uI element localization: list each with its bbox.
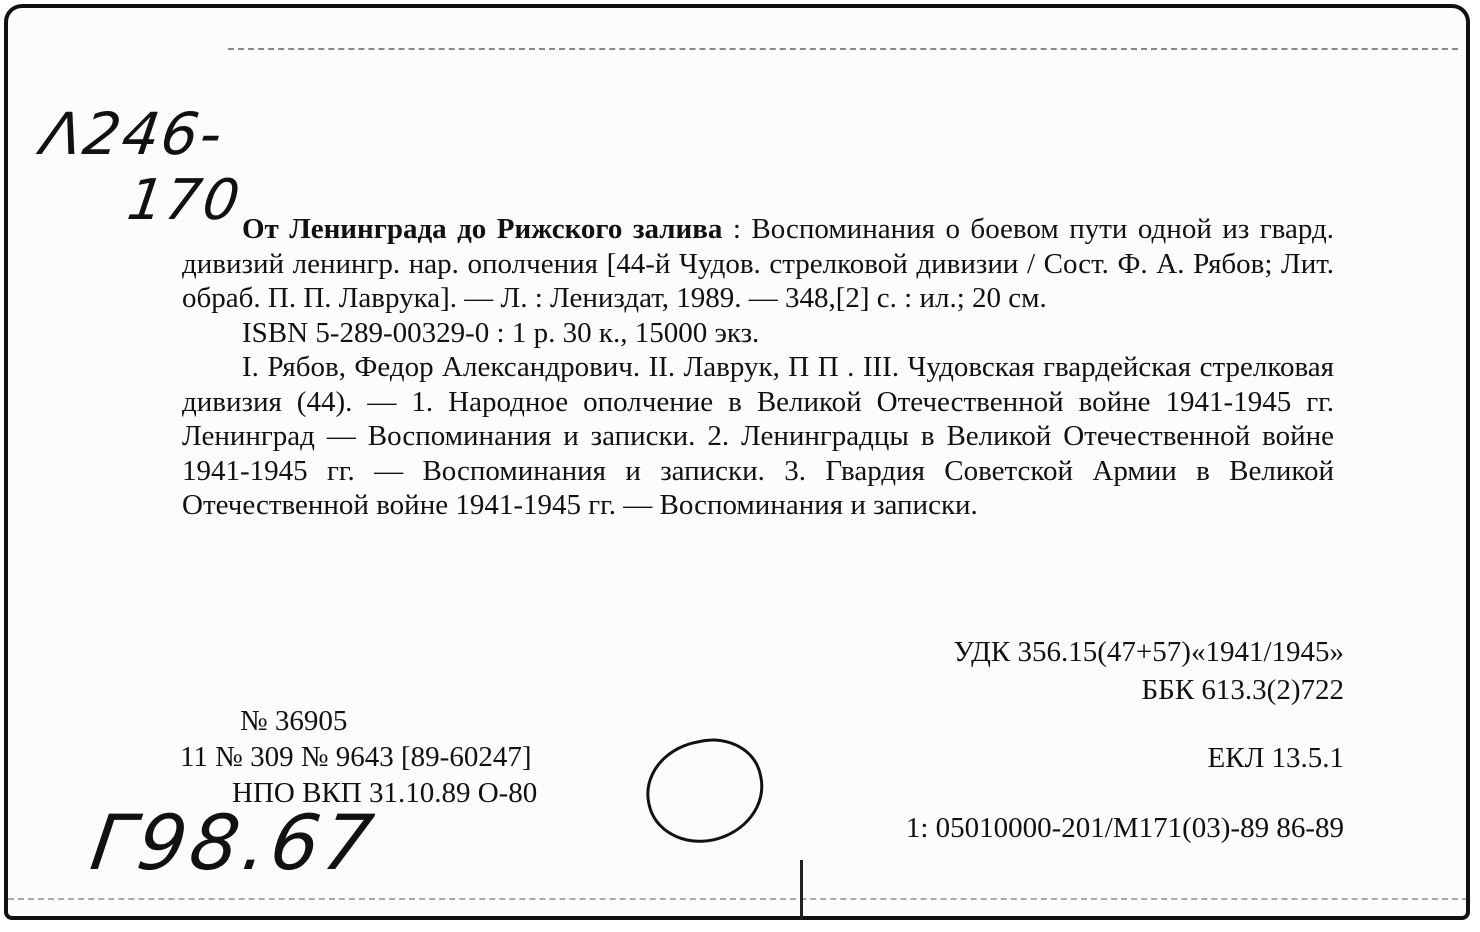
handwritten-shelf-mark: Г98.67 [85, 798, 383, 887]
catalog-code: 1: 05010000-201/М171(03)-89 86-89 [905, 812, 1344, 844]
handwritten-call-number-line2: 170 [123, 168, 246, 233]
entry-subjects: I. Рябов, Федор Александрович. II. Лаврук, П П . III. Чудовская гвардейская стрелковая дивизия (44). — 1. Народное ополчение в Великой Отечественной войне 1941-1945 гг. Ленинград — Воспоминания и записки. 2. Ленинградцы в Великой Отечественной войне 1941-1945 гг. — Воспоминания и записки. 3. Гвардия Советской Армии в Великой Отечественной войне 1941-1945 гг. — Воспоминания и записки. [182, 351, 1334, 521]
udk-code: УДК 356.15(47+57)«1941/1945» [953, 636, 1344, 668]
top-dashed-line [228, 48, 1458, 50]
bottom-dashed-line [8, 898, 1468, 900]
bbk-code: ББК 613.3(2)722 [1141, 674, 1344, 706]
handwritten-call-number-line1: Λ246- [37, 100, 229, 168]
order-number-line: 11 № 309 № 9643 [89-60247] [180, 741, 532, 773]
printing-line: НПО ВКП 31.10.89 О-80 [232, 777, 538, 809]
entry-body: : Воспоминания о боевом пути одной из гвард. дивизий ленингр. нар. ополчения [44-й Чудов. стрелковой дивизии / Сост. Ф. А. Рябов; Лит. обраб. П. П. Лаврука]. — Л. : Лениздат, 1989. — 348,[2] с. : ил.; 20 см. [182, 213, 1334, 314]
card-number: № 36905 [240, 705, 348, 737]
ekl-code: ЕКЛ 13.5.1 [1207, 742, 1344, 774]
entry-isbn: ISBN 5-289-00329-0 : 1 р. 30 к., 15000 экз. [242, 316, 760, 349]
entry-title: От Ленинграда до Рижского залива [242, 213, 723, 245]
bibliographic-entry [182, 212, 1334, 523]
punch-hole-mark [800, 860, 803, 920]
